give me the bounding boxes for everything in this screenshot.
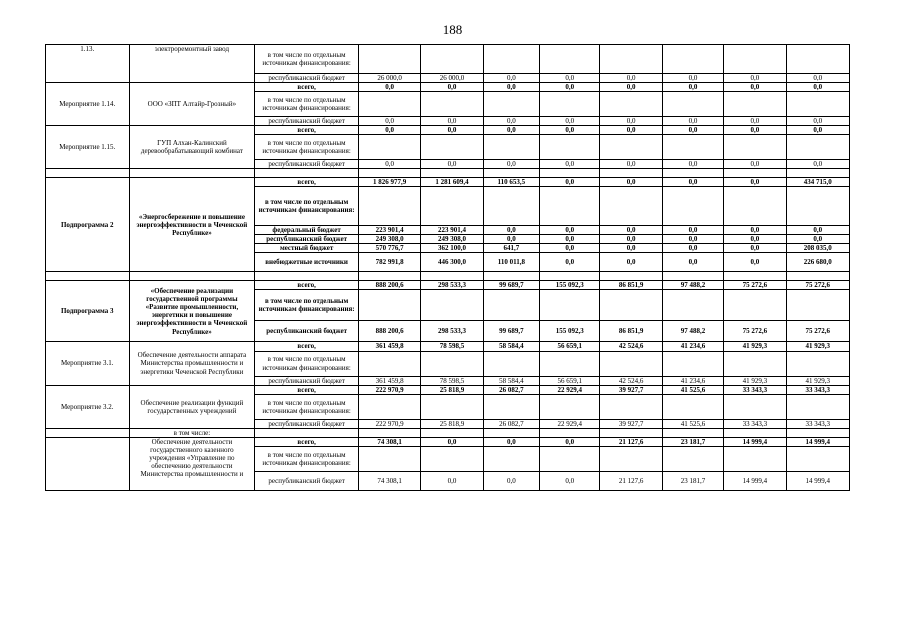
row-name: ГУП Алхан-Калинский деревообрабатывающий комбинат	[129, 126, 255, 169]
cell-value: 14 999,4	[724, 471, 786, 490]
source-label: местный бюджет	[255, 244, 359, 253]
cell-value: 249 308,0	[421, 235, 483, 244]
cell-value: 23 181,7	[662, 437, 723, 446]
cell-value: 0,0	[483, 126, 539, 135]
cell-value: 75 272,6	[724, 321, 786, 342]
cell-value: 33 343,3	[724, 385, 786, 394]
cell-value: 0,0	[600, 83, 662, 92]
cell-value: 86 851,9	[600, 281, 662, 290]
cell-value: 226 680,0	[786, 253, 849, 272]
cell-value: 23 181,7	[662, 471, 723, 490]
cell-value: 0,0	[421, 83, 483, 92]
cell-value: 33 343,3	[786, 419, 849, 428]
cell-value: 0,0	[600, 244, 662, 253]
cell-value: 41 929,3	[786, 376, 849, 385]
cell-value: 0,0	[600, 126, 662, 135]
cell-value: 56 659,1	[540, 342, 600, 351]
row-code: Мероприятие 1.15.	[46, 126, 130, 169]
cell-value: 110 011,8	[483, 253, 539, 272]
cell-value: 110 653,5	[483, 178, 539, 187]
cell-value: 1 281 609,4	[421, 178, 483, 187]
cell-value: 75 272,6	[786, 281, 849, 290]
cell-value: 41 234,6	[662, 342, 723, 351]
cell-value: 0,0	[483, 83, 539, 92]
cell-value: 0,0	[421, 126, 483, 135]
cell-value: 223 901,4	[421, 226, 483, 235]
cell-value: 0,0	[483, 74, 539, 83]
cell-value: 0,0	[358, 160, 420, 169]
table-row	[46, 342, 850, 351]
cell-value: 0,0	[786, 235, 849, 244]
cell-value: 78 598,5	[421, 376, 483, 385]
source-label: всего,	[255, 178, 359, 187]
source-label: всего,	[255, 342, 359, 351]
cell-value: 641,7	[483, 244, 539, 253]
cell-value: 26 082,7	[483, 419, 539, 428]
table-row	[46, 126, 850, 135]
source-label: всего,	[255, 281, 359, 290]
cell-value: 0,0	[540, 437, 600, 446]
cell-value: 41 929,3	[724, 342, 786, 351]
cell-value: 361 459,8	[358, 376, 420, 385]
cell-value: 0,0	[540, 471, 600, 490]
cell-value: 222 970,9	[358, 385, 420, 394]
cell-value: 41 525,6	[662, 419, 723, 428]
cell-value: 0,0	[540, 226, 600, 235]
cell-value: 0,0	[483, 437, 539, 446]
source-label: в том числе по отдельным источникам финансирования:	[255, 290, 359, 321]
cell-value: 0,0	[600, 235, 662, 244]
cell-value: 0,0	[724, 160, 786, 169]
cell-value: 0,0	[358, 117, 420, 126]
cell-value: 41 929,3	[724, 376, 786, 385]
cell-value: 0,0	[724, 226, 786, 235]
cell-value: 0,0	[724, 253, 786, 272]
cell-value: 39 927,7	[600, 419, 662, 428]
cell-value: 0,0	[540, 253, 600, 272]
cell-value: 22 929,4	[540, 419, 600, 428]
cell-value: 298 533,3	[421, 321, 483, 342]
cell-value: 0,0	[483, 117, 539, 126]
cell-value: 41 929,3	[786, 342, 849, 351]
cell-value: 0,0	[786, 83, 849, 92]
table-row	[46, 385, 850, 394]
cell-value: 26 000,0	[358, 74, 420, 83]
cell-value: 0,0	[786, 117, 849, 126]
cell-value: 0,0	[662, 235, 723, 244]
table-row	[46, 45, 850, 74]
table-row	[46, 437, 850, 446]
row-code: 1.13.	[46, 45, 130, 83]
source-label: всего,	[255, 126, 359, 135]
cell-value: 0,0	[600, 160, 662, 169]
source-label: в том числе по отдельным источникам финансирования:	[255, 394, 359, 419]
cell-value: 298 533,3	[421, 281, 483, 290]
cell-value: 782 991,8	[358, 253, 420, 272]
cell-value: 434 715,0	[786, 178, 849, 187]
source-label: республиканский бюджет	[255, 471, 359, 490]
cell-value: 21 127,6	[600, 437, 662, 446]
cell-value: 0,0	[662, 244, 723, 253]
row-code: Подпрограмма 3	[46, 281, 130, 342]
cell-value: 0,0	[421, 160, 483, 169]
cell-value: 26 000,0	[421, 74, 483, 83]
cell-value: 58 584,4	[483, 342, 539, 351]
budget-table	[45, 44, 850, 491]
cell-value: 0,0	[662, 83, 723, 92]
cell-value: 75 272,6	[786, 321, 849, 342]
cell-value: 222 970,9	[358, 419, 420, 428]
cell-value: 0,0	[600, 253, 662, 272]
row-name: Обеспечение реализации функций государственных учреждений	[129, 385, 255, 428]
cell-value: 0,0	[662, 117, 723, 126]
cell-value: 0,0	[786, 160, 849, 169]
cell-value: 0,0	[421, 437, 483, 446]
cell-value: 58 584,4	[483, 376, 539, 385]
source-label: республиканский бюджет	[255, 419, 359, 428]
including-label: в том числе:	[129, 428, 255, 437]
cell-value: 0,0	[483, 471, 539, 490]
cell-value: 0,0	[358, 126, 420, 135]
cell-value: 74 308,1	[358, 471, 420, 490]
cell-value: 0,0	[540, 160, 600, 169]
cell-value: 41 525,6	[662, 385, 723, 394]
cell-value: 208 035,0	[786, 244, 849, 253]
row-code: Мероприятие 3.2.	[46, 385, 130, 428]
cell-value: 41 234,6	[662, 376, 723, 385]
source-label: в том числе по отдельным источникам финансирования:	[255, 45, 359, 74]
cell-value: 0,0	[662, 126, 723, 135]
cell-value: 14 999,4	[786, 471, 849, 490]
cell-value: 25 818,9	[421, 419, 483, 428]
cell-value: 21 127,6	[600, 471, 662, 490]
cell-value: 1 826 977,9	[358, 178, 420, 187]
row-name: электроремонтный завод	[129, 45, 255, 83]
cell-value: 0,0	[358, 83, 420, 92]
cell-value: 0,0	[662, 226, 723, 235]
cell-value: 39 927,7	[600, 385, 662, 394]
cell-value: 0,0	[600, 117, 662, 126]
cell-value: 155 092,3	[540, 281, 600, 290]
cell-value: 33 343,3	[724, 419, 786, 428]
spacer-row	[46, 169, 850, 178]
source-label: республиканский бюджет	[255, 376, 359, 385]
table-row	[46, 178, 850, 187]
cell-value: 0,0	[786, 74, 849, 83]
cell-value: 888 200,6	[358, 281, 420, 290]
cell-value: 0,0	[724, 244, 786, 253]
cell-value: 362 100,0	[421, 244, 483, 253]
cell-value: 56 659,1	[540, 376, 600, 385]
cell-value: 0,0	[786, 126, 849, 135]
cell-value: 0,0	[540, 117, 600, 126]
page-number: 188	[442, 22, 463, 37]
cell-value: 0,0	[662, 160, 723, 169]
cell-value: 0,0	[724, 235, 786, 244]
table-row	[46, 281, 850, 290]
source-label: всего,	[255, 437, 359, 446]
cell-value: 0,0	[540, 74, 600, 83]
cell-value: 14 999,4	[724, 437, 786, 446]
source-label: в том числе по отдельным источникам финансирования:	[255, 351, 359, 376]
cell-value: 0,0	[540, 83, 600, 92]
cell-value: 86 851,9	[600, 321, 662, 342]
cell-value: 14 999,4	[786, 437, 849, 446]
source-label: республиканский бюджет	[255, 74, 359, 83]
table-row	[46, 83, 850, 92]
cell-value: 25 818,9	[421, 385, 483, 394]
cell-value: 99 689,7	[483, 281, 539, 290]
cell-value: 0,0	[724, 83, 786, 92]
cell-value: 888 200,6	[358, 321, 420, 342]
cell-value: 155 092,3	[540, 321, 600, 342]
row-code: Мероприятие 1.14.	[46, 83, 130, 126]
source-label: республиканский бюджет	[255, 117, 359, 126]
source-label: всего,	[255, 385, 359, 394]
cell-value: 0,0	[483, 160, 539, 169]
cell-value: 570 776,7	[358, 244, 420, 253]
cell-value: 0,0	[600, 74, 662, 83]
cell-value: 0,0	[540, 126, 600, 135]
cell-value: 0,0	[724, 178, 786, 187]
cell-value: 0,0	[724, 126, 786, 135]
cell-value: 0,0	[724, 74, 786, 83]
row-name: «Энергосбережение и повышение энергоэффективности в Чеченской Республике»	[129, 178, 255, 272]
source-label: внебюджетные источники	[255, 253, 359, 272]
source-label: в том числе по отдельным источникам финансирования:	[255, 135, 359, 160]
cell-value: 75 272,6	[724, 281, 786, 290]
source-label: в том числе по отдельным источникам финансирования:	[255, 187, 359, 226]
cell-value: 0,0	[724, 117, 786, 126]
cell-value: 0,0	[483, 226, 539, 235]
cell-value: 26 082,7	[483, 385, 539, 394]
row-name: Обеспечение деятельности государственного казенного учреждения «Управление по обеспечению деятельности Министерства промышленности и	[129, 437, 255, 490]
cell-value: 0,0	[662, 74, 723, 83]
table-row	[46, 428, 850, 437]
source-label: в том числе по отдельным источникам финансирования:	[255, 92, 359, 117]
cell-value: 0,0	[662, 178, 723, 187]
row-code: Подпрограмма 2	[46, 178, 130, 272]
source-label: всего,	[255, 83, 359, 92]
cell-value: 0,0	[540, 235, 600, 244]
cell-value: 0,0	[600, 178, 662, 187]
cell-value: 0,0	[540, 178, 600, 187]
cell-value: 361 459,8	[358, 342, 420, 351]
cell-value: 97 488,2	[662, 281, 723, 290]
source-label: республиканский бюджет	[255, 321, 359, 342]
cell-value: 97 488,2	[662, 321, 723, 342]
cell-value: 0,0	[600, 226, 662, 235]
source-label: республиканский бюджет	[255, 160, 359, 169]
cell-value: 42 524,6	[600, 342, 662, 351]
row-name: ООО «ЗПТ Алтайр-Грозный»	[129, 83, 255, 126]
cell-value: 0,0	[786, 226, 849, 235]
cell-value: 0,0	[662, 253, 723, 272]
row-name: Обеспечение деятельности аппарата Министерства промышленности и энергетики Чеченской Республики	[129, 342, 255, 385]
row-name: «Обеспечение реализации государственной программы «Развитие промышленности, энергетики и повышение энергоэффективности в Чеченской Республике»	[129, 281, 255, 342]
cell-value: 99 689,7	[483, 321, 539, 342]
cell-value: 249 308,0	[358, 235, 420, 244]
source-label: федеральный бюджет	[255, 226, 359, 235]
cell-value: 74 308,1	[358, 437, 420, 446]
cell-value: 0,0	[540, 244, 600, 253]
cell-value: 0,0	[483, 235, 539, 244]
source-label: в том числе по отдельным источникам финансирования:	[255, 446, 359, 471]
cell-value: 223 901,4	[358, 226, 420, 235]
cell-value: 33 343,3	[786, 385, 849, 394]
source-label: республиканский бюджет	[255, 235, 359, 244]
cell-value: 446 300,0	[421, 253, 483, 272]
cell-value: 0,0	[421, 117, 483, 126]
row-code: Мероприятие 3.1.	[46, 342, 130, 385]
cell-value: 22 929,4	[540, 385, 600, 394]
spacer-row	[46, 272, 850, 281]
cell-value: 78 598,5	[421, 342, 483, 351]
cell-value: 0,0	[421, 471, 483, 490]
cell-value: 42 524,6	[600, 376, 662, 385]
